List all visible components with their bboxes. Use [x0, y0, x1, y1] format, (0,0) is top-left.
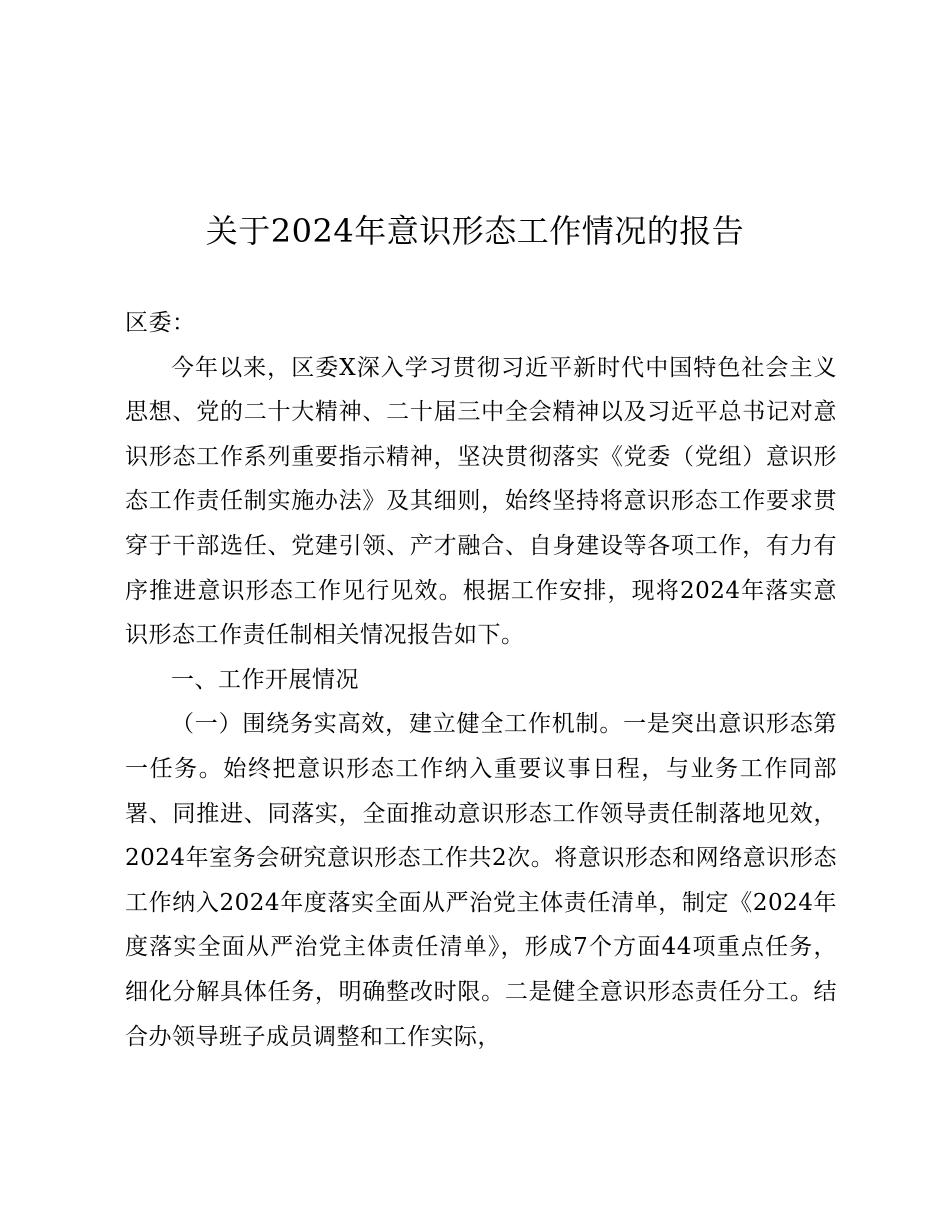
document-title: 关于2024年意识形态工作情况的报告	[205, 212, 745, 250]
paragraph-work-mechanism: （一）围绕务实高效，建立健全工作机制。一是突出意识形态第一任务。始终把意识形态工作纳入重要议事日程，与业务工作同部署、同推进、同落实，全面推动意识形态工作领导责任制落地见效，2024年室务会研究意识形态工作共2次。将意识形态和网络意识形态工作纳入2024年度落实全面从严治党主体责任清单，制定《2024年度落实全面从严治党主体责任清单》，形成7个方面44项重点任务，细化分解具体任务，明确整改时限。二是健全意识形态责任分工。结合办领导班子成员调整和工作实际，	[125, 711, 837, 1050]
paragraph-intro: 今年以来，区委X深入学习贯彻习近平新时代中国特色社会主义思想、党的二十大精神、二十届三中全会精神以及习近平总书记对意识形态工作系列重要指示精神，坚决贯彻落实《党委（党组）意识形态工作责任制实施办法》及其细则，始终坚持将意识形态工作要求贯穿于干部选任、党建引领、产才融合、自身建设等各项工作，有力有序推进意识形态工作见行见效。根据工作安排，现将2024年落实意识形态工作责任制相关情况报告如下。	[125, 354, 837, 649]
section-heading-work-progress: 一、工作开展情况	[171, 666, 359, 693]
salutation: 区委：	[125, 310, 196, 336]
document-body	[125, 301, 837, 1059]
